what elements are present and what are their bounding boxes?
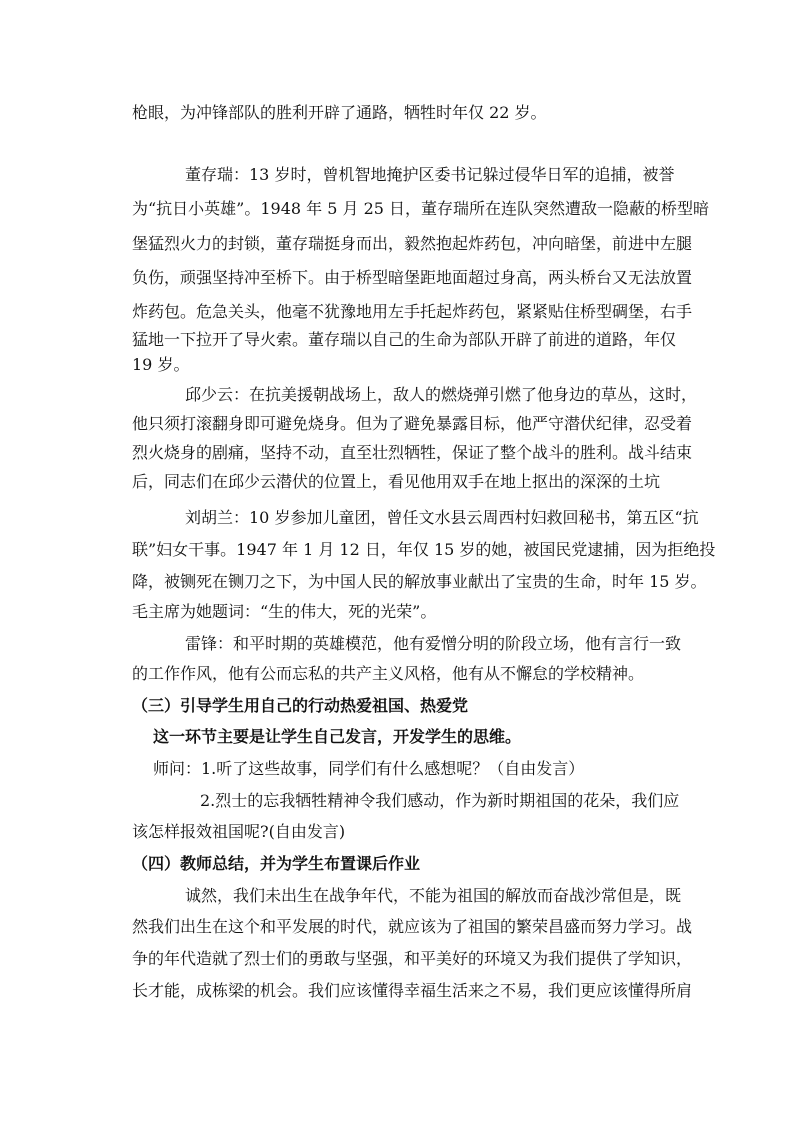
text-line: 炸药包。危急关头，他毫不犹豫地用左手托起炸药包，紧紧贴住桥型碉堡，右手: [132, 302, 693, 321]
text-line: 联”妇女干事。1947 年 1 月 12 日，年仅 15 岁的她，被国民党逮捕，因为拒绝投: [132, 540, 716, 559]
text-line: 的工作作风，他有公而忘私的共产主义风格，他有从不懈怠的学校精神。: [132, 664, 645, 683]
text-line: 19 岁。: [132, 355, 190, 374]
text-line: 争的年代造就了烈士们的勇敢与坚强，和平美好的环境又为我们提供了学知识，: [132, 949, 693, 968]
text-line: 负伤，顽强坚持冲至桥下。由于桥型暗堡距地面超过身高，两头桥台又无法放置: [132, 268, 693, 287]
text-line: 长才能，成栋梁的机会。我们应该懂得幸福生活来之不易，我们更应该懂得所肩: [132, 981, 693, 1000]
text-line: 这一环节主要是让学生自己发言，开发学生的思维。: [153, 727, 522, 746]
section-heading-3: （三）引导学生用自己的行动热爱祖国、热爱党: [132, 696, 469, 715]
text-line: 然我们出生在这个和平发展的时代，就应该为了祖国的繁荣昌盛而努力学习。战: [132, 917, 693, 936]
text-line: 他只须打滚翻身即可避免烧身。但为了避免暴露目标，他严守潜伏纪律，忍受着: [132, 414, 693, 433]
text-line: 毛主席为她题词：“生的伟大，死的光荣”。: [132, 602, 437, 621]
text-line: 枪眼，为冲锋部队的胜利开辟了通路，牺牲时年仅 22 岁。: [132, 103, 547, 122]
text-line: 师问：1.听了这些故事，同学们有什么感想呢？（自由发言）: [153, 759, 585, 778]
text-line: 堡猛烈火力的封锁，董存瑞挺身而出，毅然抱起炸药包，冲向暗堡，前进中左腿: [132, 234, 693, 253]
text-line: 刘胡兰：10 岁参加儿童团，曾任文水县云周西村妇救回秘书，第五区“抗: [185, 508, 699, 527]
text-line: 猛地一下拉开了导火索。董存瑞以自己的生命为部队开辟了前进的道路，年仅: [132, 330, 677, 349]
text-line: 为“抗日小英雄”。1948 年 5 月 25 日，董存瑞所在连队突然遭敌一隐蔽的桥型暗: [132, 199, 710, 218]
text-line: 2.烈士的忘我牺牲精神令我们感动，作为新时期祖国的花朵，我们应: [200, 791, 680, 810]
text-line: 雷锋：和平时期的英雄模范，他有爱憎分明的阶段立场，他有言行一致: [185, 634, 682, 653]
text-line: 董存瑞：13 岁时，曾机智地掩护区委书记躲过侵华日军的追捕，被誉: [185, 165, 675, 184]
text-line: 该怎样报效祖国呢?(自由发言): [132, 822, 346, 841]
text-line: 烈火烧身的剧痛，坚持不动，直至壮烈牺牲，保证了整个战斗的胜利。战斗结束: [132, 443, 693, 462]
text-line: 诚然，我们未出生在战争年代，不能为祖国的解放而奋战沙常但是，既: [185, 886, 682, 905]
section-heading-4: （四）教师总结，并为学生布置课后作业: [132, 854, 421, 873]
text-line: 后，同志们在邱少云潜伏的位置上，看见他用双手在地上抠出的深深的土坑: [132, 472, 661, 491]
text-line: 降，被铡死在铡刀之下，为中国人民的解放事业献出了宝贵的生命，时年 15 岁。: [132, 572, 707, 591]
text-line: 邱少云：在抗美援朝战场上，敌人的燃烧弹引燃了他身边的草丛，这时，: [185, 385, 698, 404]
